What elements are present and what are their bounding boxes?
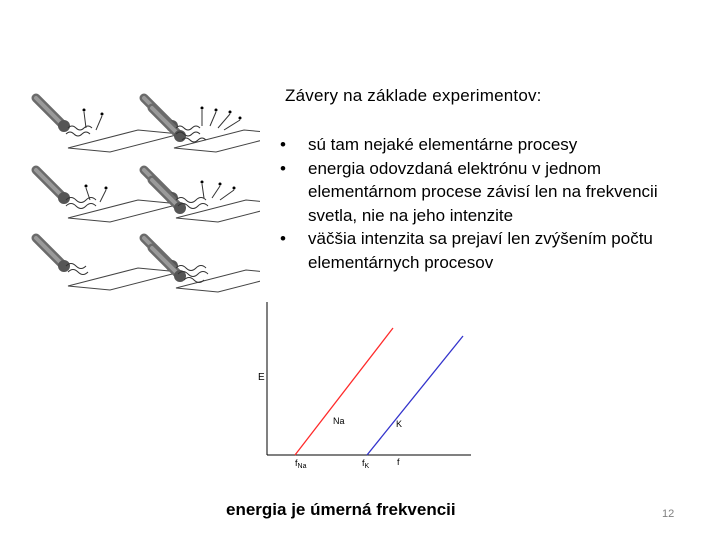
bullet-symbol: • [280, 135, 286, 154]
scene-2 [144, 98, 260, 152]
scene-6 [144, 238, 260, 292]
tick-label-fna: $f_{Na}$ [295, 458, 307, 470]
bullet-item: • sú tam nejaké elementárne procesy [278, 133, 698, 157]
tick-label-fk: $f_K$ [362, 458, 370, 470]
series-label-k: K [396, 419, 403, 429]
scene-5 [36, 238, 180, 290]
bullet-symbol: • [280, 229, 286, 248]
series-line-na [295, 328, 393, 455]
x-axis-label: f [397, 457, 400, 467]
y-axis-label: E [258, 372, 265, 383]
slide-heading: Závery na základe experimentov: [285, 86, 542, 105]
series-line-k [367, 336, 463, 455]
scene-4 [144, 170, 260, 222]
bullet-item: • väčšia intenzita sa prejaví len zvýšením počtu elementárnych procesov [280, 229, 653, 272]
slide-caption: energia je úmerná frekvencii [226, 500, 456, 519]
bullet-symbol: • [280, 158, 286, 178]
series-label-na: Na [333, 416, 345, 426]
photoelectric-illustration [26, 88, 260, 300]
bullet-list [278, 133, 698, 274]
scene-3 [36, 170, 180, 222]
energy-frequency-graph [245, 300, 485, 475]
bullet-item: • energia odovzdaná elektrónu v jednom elementárnom procese závisí len na frekvencii svetla, nie na jeho intenzite [280, 158, 658, 225]
page-number: 12 [662, 508, 675, 520]
